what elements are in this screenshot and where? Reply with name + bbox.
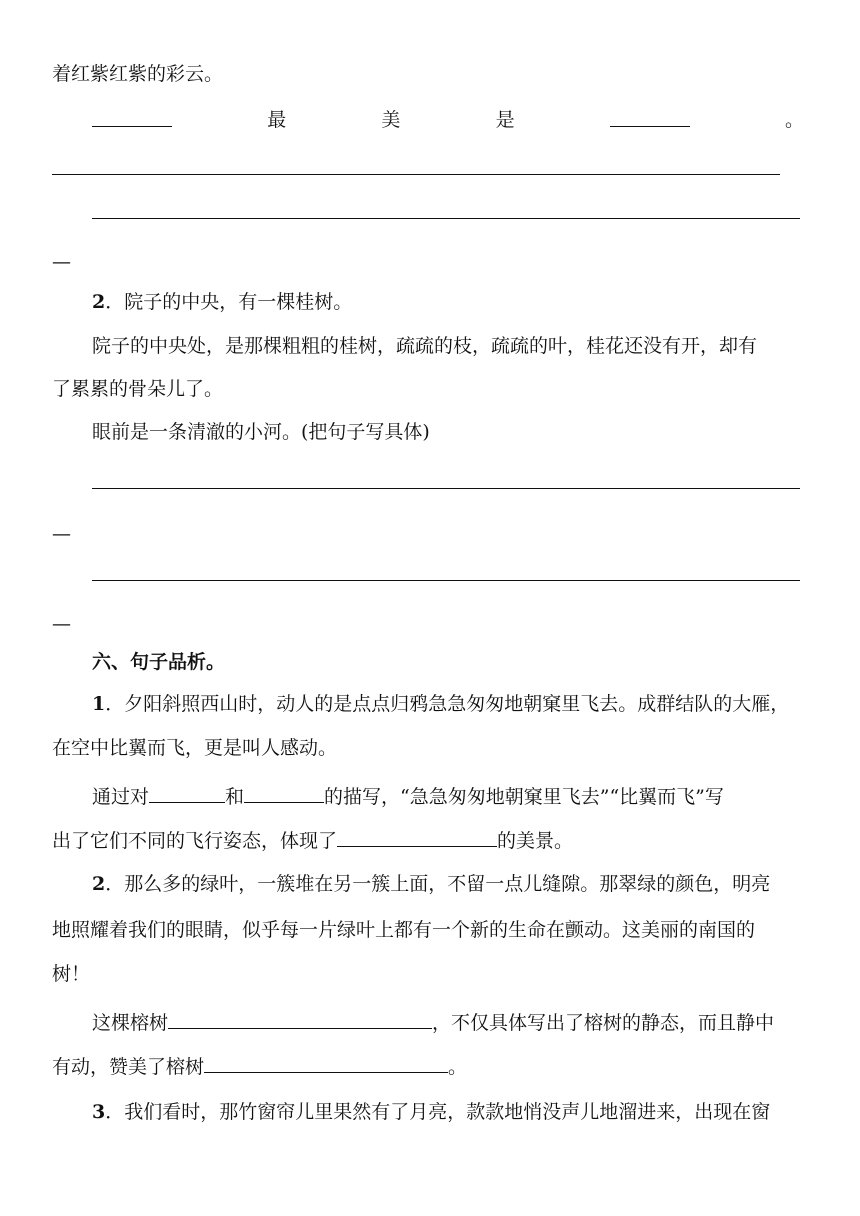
s2-quote-line-2: 地照耀着我们的眼睛，似乎每一片绿叶上都有一个新的生命在颤动。这美丽的南国的: [52, 919, 756, 941]
pattern-blank-2[interactable]: [610, 108, 690, 127]
q2-example-line-2: 了累累的骨朵儿了。: [52, 378, 224, 400]
pattern-blank-1[interactable]: [92, 108, 172, 127]
pattern-word-2: 美: [381, 109, 401, 131]
q2-number: 2: [92, 291, 106, 313]
carryover-line: 着红紫红紫的彩云。: [52, 63, 224, 85]
pattern-word-3: 是: [495, 109, 515, 131]
s2-fill-line-1: [92, 1010, 774, 1035]
s1-blank-3[interactable]: [337, 828, 497, 847]
s2-number: 2: [92, 873, 106, 895]
s2-blank-2[interactable]: [204, 1054, 448, 1073]
s2-fill-text-b: ，不仅具体写出了榕树的静态，而且静中: [432, 1012, 775, 1034]
s2-quote-text: ．那么多的绿叶，一簇堆在另一簇上面，不留一点儿缝隙。那翠绿的颜色，明亮: [105, 873, 771, 895]
pattern-line: [92, 108, 804, 132]
s1-blank-1[interactable]: [149, 784, 225, 803]
s2-fill-line-2: [52, 1054, 467, 1079]
s2-quote-line-1: [92, 872, 770, 896]
s2-fill-text-d: 。: [448, 1056, 468, 1078]
answer-line[interactable]: [92, 580, 800, 581]
answer-line[interactable]: [52, 174, 780, 175]
s1-fill-line-2: [52, 828, 573, 853]
s1-quote-line-1: [92, 692, 789, 716]
s3-quote-line-1: [92, 1100, 770, 1124]
dash-mark: —: [52, 523, 71, 545]
q2-example-line-1: 院子的中央处，是那棵粗粗的桂树，疏疏的枝，疏疏的叶，桂花还没有开，却有: [92, 335, 758, 357]
s1-fill-text-a: 通过对: [92, 786, 150, 808]
s1-fill-text-c: 的描写，“急急匆匆地朝窠里飞去”“比翼而飞”写: [324, 786, 724, 808]
s3-quote-text: ．我们看时，那竹窗帘儿里果然有了月亮，款款地悄没声儿地溜进来，出现在窗: [105, 1101, 771, 1123]
dash-mark: —: [52, 251, 71, 273]
s1-fill-text-d: 出了它们不同的飞行姿态，体现了: [52, 830, 338, 852]
dash-mark: —: [52, 613, 71, 635]
s1-fill-text-e: 的美景。: [497, 830, 574, 852]
answer-line[interactable]: [92, 488, 800, 489]
s1-number: 1: [92, 693, 106, 715]
s2-blank-1[interactable]: [168, 1010, 432, 1029]
q2-task: 眼前是一条清澈的小河。(把句子写具体): [92, 421, 430, 443]
s2-fill-text-c: 有动，赞美了榕树: [52, 1056, 205, 1078]
s1-fill-line-1: [92, 784, 724, 809]
pattern-end: 。: [784, 109, 804, 131]
pattern-word-1: 最: [267, 109, 287, 131]
q2-title: [92, 290, 352, 314]
answer-line[interactable]: [92, 218, 800, 219]
s3-number: 3: [92, 1101, 106, 1123]
q2-title-text: ．院子的中央，有一棵桂树。: [105, 291, 353, 313]
s1-fill-text-b: 和: [225, 786, 245, 808]
s1-quote-text: ．夕阳斜照西山时，动人的是点点归鸦急急匆匆地朝窠里飞去。成群结队的大雁，: [105, 693, 790, 715]
s2-fill-text-a: 这棵榕树: [92, 1012, 169, 1034]
section-6-title: 六、句子品析。: [92, 651, 226, 673]
s1-blank-2[interactable]: [244, 784, 324, 803]
s1-quote-line-2: 在空中比翼而飞，更是叫人感动。: [52, 737, 338, 759]
s2-quote-line-3: 树！: [52, 963, 91, 985]
